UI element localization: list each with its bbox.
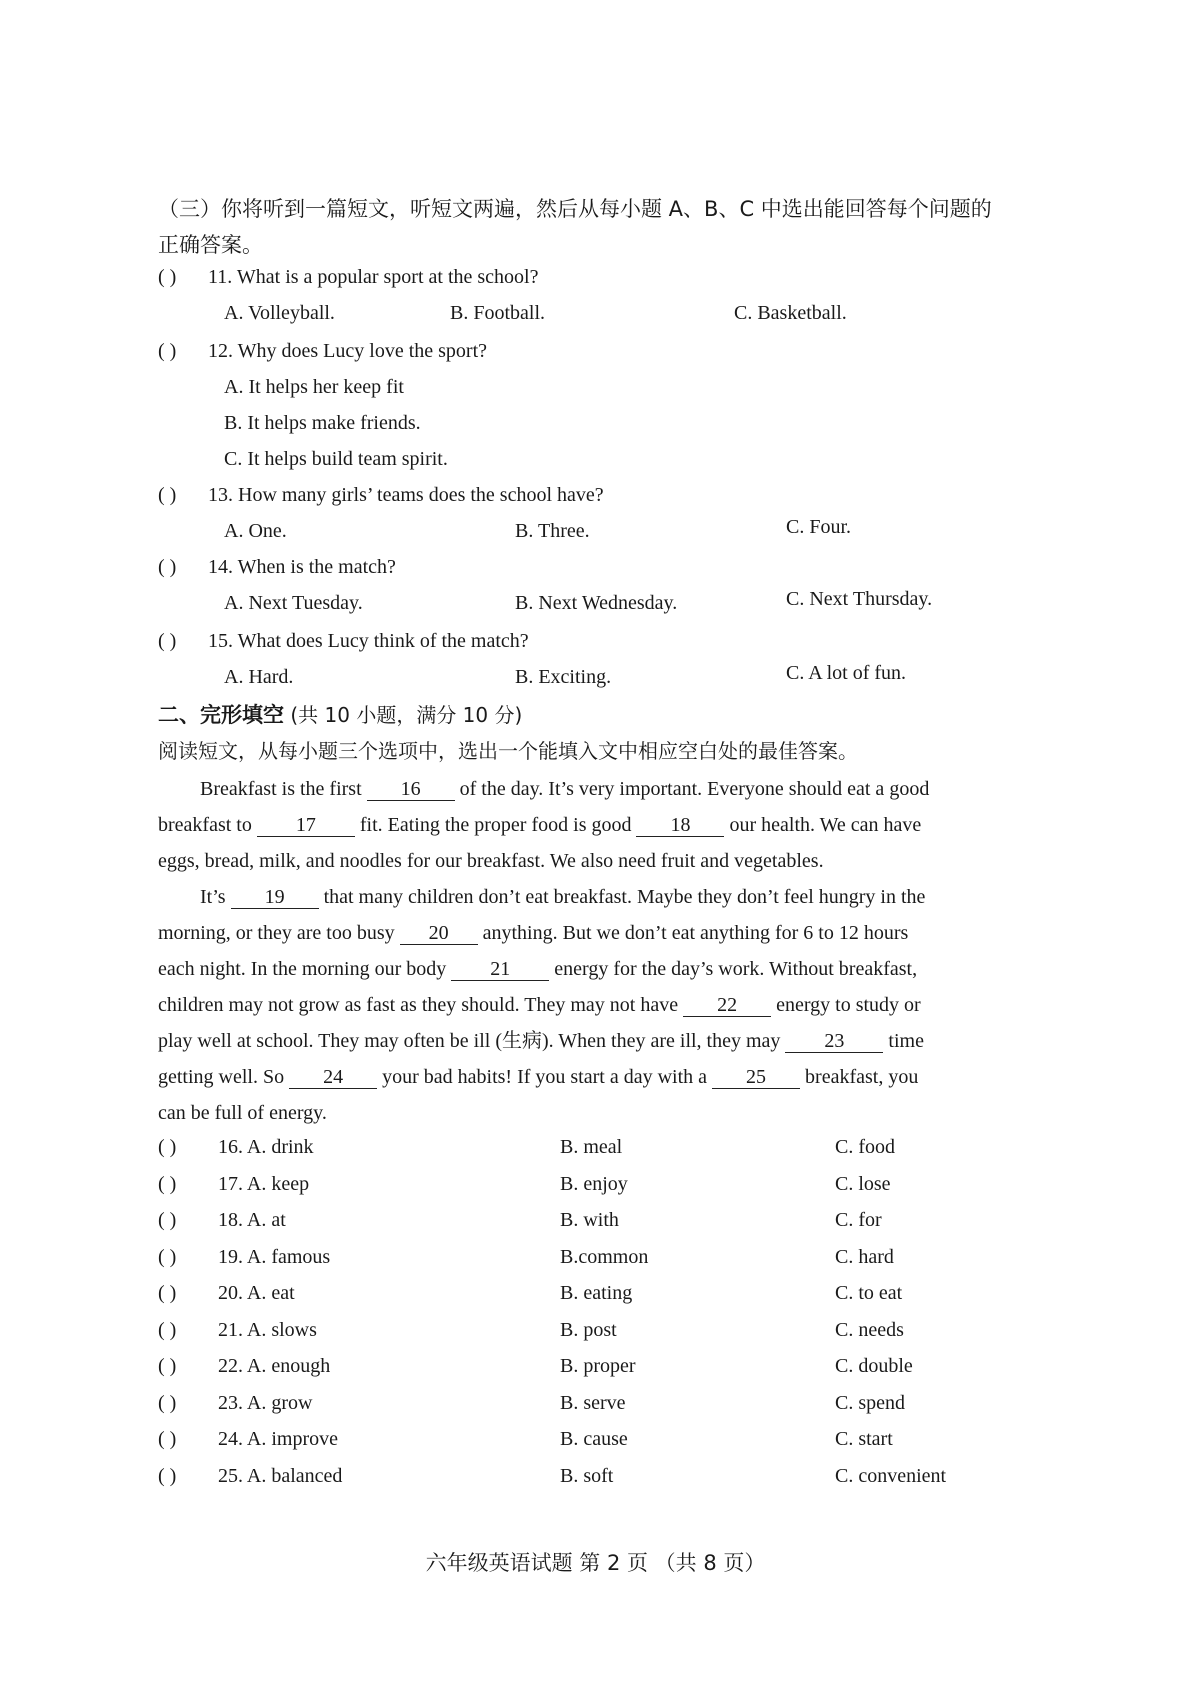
passage-text: It’s <box>200 886 231 908</box>
option-c: C. Basketball. <box>734 302 847 324</box>
passage-text: breakfast, you <box>800 1066 919 1088</box>
passage-line <box>200 884 925 910</box>
blank-16[interactable]: 16 <box>367 778 455 801</box>
option-a: A. One. <box>224 520 287 542</box>
option-a: 24. A. improve <box>218 1428 338 1450</box>
option-a: A. Hard. <box>224 666 294 688</box>
answer-bracket[interactable]: ( ) <box>158 556 177 578</box>
answer-bracket[interactable]: ( ) <box>158 1282 177 1304</box>
option-a: 17. A. keep <box>218 1173 310 1195</box>
passage-text: energy for the day’s work. Without breakfast, <box>549 958 918 980</box>
question-text: 15. What does Lucy think of the match? <box>208 630 529 652</box>
passage-text: of the day. It’s very important. Everyone should eat a good <box>454 778 930 800</box>
option-a: A. It helps her keep fit <box>224 376 404 398</box>
option-b: B. It helps make friends. <box>224 412 421 434</box>
passage-text: anything. But we don’t eat anything for 6 to 12 hours <box>477 922 909 944</box>
option-a: 21. A. slows <box>218 1319 317 1341</box>
passage-text: your bad habits! If you start a day with a <box>377 1066 713 1088</box>
section3-instruction-line2: 正确答案。 <box>158 233 263 257</box>
cloze-instruction: 阅读短文，从每小题三个选项中，选出一个能填入文中相应空白处的最佳答案。 <box>158 739 858 763</box>
option-c: C. hard <box>835 1246 894 1268</box>
answer-bracket[interactable]: ( ) <box>158 1136 177 1158</box>
option-b: B. Football. <box>450 302 546 324</box>
passage-text: getting well. So <box>158 1066 290 1088</box>
answer-bracket[interactable]: ( ) <box>158 1319 177 1341</box>
blank-21[interactable]: 21 <box>451 958 549 981</box>
passage-text: breakfast to <box>158 814 257 836</box>
section3-instruction-line1: （三）你将听到一篇短文，听短文两遍，然后从每小题 A、B、C 中选出能回答每个问题的 <box>158 197 992 221</box>
blank-22[interactable]: 22 <box>683 994 771 1017</box>
answer-bracket[interactable]: ( ) <box>158 1465 177 1487</box>
cloze-title: 二、完形填空 <box>158 703 284 727</box>
option-b: B. meal <box>560 1136 623 1158</box>
cloze-section-title <box>158 702 522 729</box>
passage-line <box>158 956 917 982</box>
passage-line: eggs, bread, milk, and noodles for our breakfast. We also need fruit and vegetables. <box>158 850 824 872</box>
blank-19[interactable]: 19 <box>231 886 319 909</box>
blank-23[interactable]: 23 <box>785 1030 883 1053</box>
question-text: 13. How many girls’ teams does the school have? <box>208 484 604 506</box>
answer-bracket[interactable]: ( ) <box>158 266 177 288</box>
option-b: B. enjoy <box>560 1173 628 1195</box>
passage-line <box>200 776 929 802</box>
question-text: 14. When is the match? <box>208 556 396 578</box>
option-c: C. A lot of fun. <box>786 662 907 684</box>
passage-text: morning, or they are too busy <box>158 922 400 944</box>
option-c: C. food <box>835 1136 895 1158</box>
answer-bracket[interactable]: ( ) <box>158 1173 177 1195</box>
option-a: 25. A. balanced <box>218 1465 343 1487</box>
option-a: 18. A. at <box>218 1209 286 1231</box>
passage-line <box>158 920 908 946</box>
question-text: 11. What is a popular sport at the school? <box>208 266 539 288</box>
passage-text: our health. We can have <box>724 814 922 836</box>
option-b: B. proper <box>560 1355 636 1377</box>
passage-line <box>158 992 921 1018</box>
option-b: B. Three. <box>515 520 590 542</box>
option-c: C. double <box>835 1355 913 1377</box>
answer-bracket[interactable]: ( ) <box>158 340 177 362</box>
option-c: C. for <box>835 1209 882 1231</box>
answer-bracket[interactable]: ( ) <box>158 1246 177 1268</box>
blank-20[interactable]: 20 <box>400 922 478 945</box>
passage-text: energy to study or <box>771 994 921 1016</box>
answer-bracket[interactable]: ( ) <box>158 1209 177 1231</box>
blank-24[interactable]: 24 <box>289 1066 377 1089</box>
option-b: B. Exciting. <box>515 666 612 688</box>
answer-bracket[interactable]: ( ) <box>158 1428 177 1450</box>
passage-line: can be full of energy. <box>158 1102 327 1124</box>
option-b: B. cause <box>560 1428 628 1450</box>
option-b: B. soft <box>560 1465 614 1487</box>
option-a: 20. A. eat <box>218 1282 295 1304</box>
answer-bracket[interactable]: ( ) <box>158 1392 177 1414</box>
option-c: C. spend <box>835 1392 905 1414</box>
passage-line <box>158 1064 918 1090</box>
passage-text: time <box>883 1030 924 1052</box>
option-c: C. lose <box>835 1173 891 1195</box>
passage-text: fit. Eating the proper food is good <box>354 814 637 836</box>
option-b: B. Next Wednesday. <box>515 592 678 614</box>
option-b: B. with <box>560 1209 619 1231</box>
option-c: C. Four. <box>786 516 852 538</box>
option-a: A. Next Tuesday. <box>224 592 363 614</box>
option-a: 23. A. grow <box>218 1392 313 1414</box>
answer-bracket[interactable]: ( ) <box>158 630 177 652</box>
option-b: B. serve <box>560 1392 626 1414</box>
option-c: C. Next Thursday. <box>786 588 933 610</box>
option-a: 16. A. drink <box>218 1136 314 1158</box>
question-text: 12. Why does Lucy love the sport? <box>208 340 488 362</box>
option-c: C. to eat <box>835 1282 903 1304</box>
passage-text: children may not grow as fast as they should. They may not have <box>158 994 684 1016</box>
option-b: B.common <box>560 1246 649 1268</box>
blank-18[interactable]: 18 <box>636 814 724 837</box>
option-c: C. convenient <box>835 1465 947 1487</box>
page-footer: 六年级英语试题 第 2 页 （共 8 页） <box>425 1551 766 1575</box>
blank-17[interactable]: 17 <box>257 814 355 837</box>
passage-text: play well at school. They may often be ill (生病). When they are ill, they may <box>158 1030 786 1052</box>
option-c: C. needs <box>835 1319 904 1341</box>
answer-bracket[interactable]: ( ) <box>158 1355 177 1377</box>
option-a: 19. A. famous <box>218 1246 331 1268</box>
passage-text: Breakfast is the first <box>200 778 367 800</box>
passage-line <box>158 1028 924 1054</box>
passage-text: that many children don’t eat breakfast. Maybe they don’t feel hungry in the <box>318 886 926 908</box>
option-a: A. Volleyball. <box>224 302 335 324</box>
option-a: 22. A. enough <box>218 1355 331 1377</box>
option-c: C. It helps build team spirit. <box>224 448 448 470</box>
option-c: C. start <box>835 1428 893 1450</box>
option-b: B. eating <box>560 1282 633 1304</box>
blank-25[interactable]: 25 <box>712 1066 800 1089</box>
cloze-title-suffix: (共 10 小题，满分 10 分) <box>284 703 523 727</box>
option-b: B. post <box>560 1319 617 1341</box>
passage-line <box>158 812 921 838</box>
passage-text: each night. In the morning our body <box>158 958 452 980</box>
answer-bracket[interactable]: ( ) <box>158 484 177 506</box>
